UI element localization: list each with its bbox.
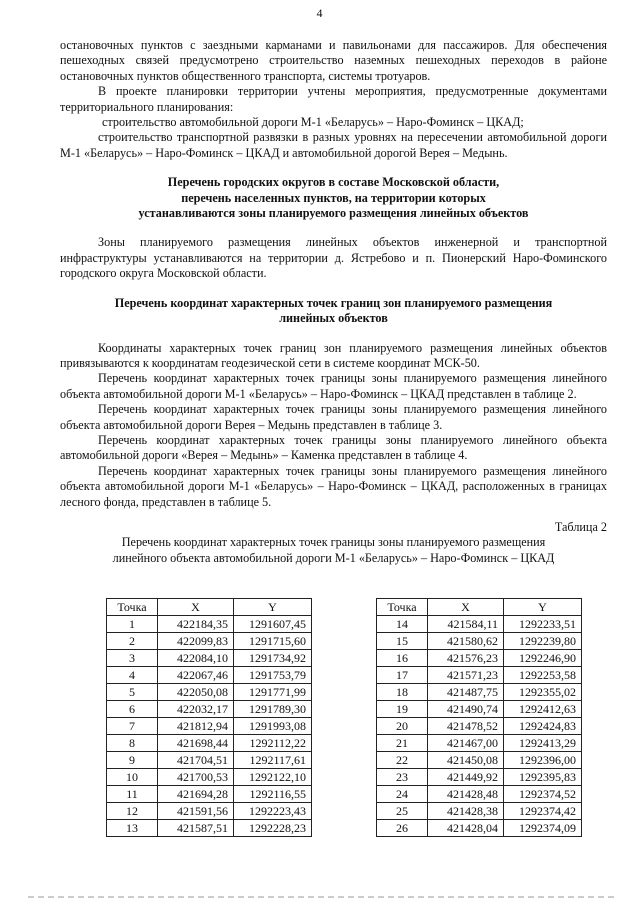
section-heading-line: линейных объектов <box>279 311 388 326</box>
cell-x: 421587,51 <box>158 820 234 837</box>
table-row <box>377 803 582 820</box>
table-caption: Таблица 2 <box>554 519 607 534</box>
section-heading-line: Перечень городских округов в составе Московской области, <box>167 175 500 190</box>
table-header-row <box>107 599 312 616</box>
column-header-x: X <box>428 599 504 616</box>
cell-y: 1291715,60 <box>234 633 312 650</box>
cell-x: 422050,08 <box>158 684 234 701</box>
table-row <box>107 718 312 735</box>
table-row <box>107 769 312 786</box>
table-row <box>377 701 582 718</box>
cell-point: 19 <box>377 701 428 718</box>
list-item: строительство транспортной развязки в разных уровнях на пересечении автомобильной дороги М-1 «Беларусь» – Наро-Фоминск – ЦКАД и автомобильной дорогой Верея – Медынь. <box>60 130 607 160</box>
cell-y: 1292233,51 <box>504 616 582 633</box>
cell-y: 1292424,83 <box>504 718 582 735</box>
cell-x: 421487,75 <box>428 684 504 701</box>
paragraph: Зоны планируемого размещения линейных объектов инженерной и транспортной инфраструктуры устанавливаются на территории д. Ястребово и п. Пионерский Наро-Фоминского городского округа Московской области. <box>60 235 607 281</box>
cell-point: 10 <box>107 769 158 786</box>
cell-x: 422032,17 <box>158 701 234 718</box>
cell-y: 1292395,83 <box>504 769 582 786</box>
cell-x: 421704,51 <box>158 752 234 769</box>
table-row <box>107 701 312 718</box>
cell-y: 1291607,45 <box>234 616 312 633</box>
cell-point: 24 <box>377 786 428 803</box>
cell-y: 1292374,42 <box>504 803 582 820</box>
table-row <box>377 769 582 786</box>
table-title-line: Перечень координат характерных точек границы зоны планируемого размещения <box>121 535 546 550</box>
section-heading-line: перечень населенных пунктов, на территории которых <box>181 190 486 205</box>
cell-point: 12 <box>107 803 158 820</box>
cell-point: 18 <box>377 684 428 701</box>
cell-y: 1292228,23 <box>234 820 312 837</box>
cell-y: 1291789,30 <box>234 701 312 718</box>
cell-x: 422099,83 <box>158 633 234 650</box>
cell-y: 1292117,61 <box>234 752 312 769</box>
paragraph: остановочных пунктов с заездными карманами и павильонами для пассажиров. Для обеспечения пешеходных связей предусмотрено строительство наземных пешеходных переходов в районе остановочных пунктов общественного транспорта, системы тротуаров. <box>60 38 607 83</box>
cell-point: 7 <box>107 718 158 735</box>
cell-point: 2 <box>107 633 158 650</box>
cell-y: 1292355,02 <box>504 684 582 701</box>
table-row <box>377 684 582 701</box>
coordinates-table-right <box>376 598 582 837</box>
cell-y: 1292413,29 <box>504 735 582 752</box>
section-heading-line: Перечень координат характерных точек границ зон планируемого размещения <box>114 295 553 310</box>
cell-y: 1292412,63 <box>504 701 582 718</box>
column-header-y: Y <box>504 599 582 616</box>
cell-x: 421450,08 <box>428 752 504 769</box>
cell-point: 3 <box>107 650 158 667</box>
table-row <box>107 633 312 650</box>
table-row <box>377 786 582 803</box>
list-item: строительство автомобильной дороги М-1 «Беларусь» – Наро-Фоминск – ЦКАД; <box>102 115 524 130</box>
cell-point: 15 <box>377 633 428 650</box>
cell-x: 421576,23 <box>428 650 504 667</box>
table-row <box>107 667 312 684</box>
cell-y: 1292396,00 <box>504 752 582 769</box>
cell-y: 1291734,92 <box>234 650 312 667</box>
cell-point: 13 <box>107 820 158 837</box>
column-header-point: Точка <box>377 599 428 616</box>
cell-x: 422184,35 <box>158 616 234 633</box>
cell-x: 421584,11 <box>428 616 504 633</box>
coordinates-table-left <box>106 598 312 837</box>
cell-point: 1 <box>107 616 158 633</box>
column-header-x: X <box>158 599 234 616</box>
table-row <box>377 752 582 769</box>
cell-y: 1292112,22 <box>234 735 312 752</box>
cell-y: 1292116,55 <box>234 786 312 803</box>
cell-y: 1292374,09 <box>504 820 582 837</box>
cell-y: 1292239,80 <box>504 633 582 650</box>
table-row <box>377 650 582 667</box>
section-heading-line: устанавливаются зоны планируемого размещения линейных объектов <box>138 206 529 221</box>
cell-x: 421571,23 <box>428 667 504 684</box>
table-row <box>377 633 582 650</box>
paragraph: Перечень координат характерных точек границы зоны планируемого размещения линейного объекта автомобильной дороги Верея – Медынь представлен в таблице 3. <box>60 402 607 432</box>
paragraph: Перечень координат характерных точек границы зоны планируемого размещения линейного объекта автомобильной дороги М-1 «Беларусь» – Наро-Фоминск – ЦКАД представлен в таблице 2. <box>60 371 607 401</box>
table-row <box>107 684 312 701</box>
cell-point: 14 <box>377 616 428 633</box>
cell-y: 1292253,58 <box>504 667 582 684</box>
paragraph: В проекте планировки территории учтены мероприятия, предусмотренные документами территориального планирования: <box>60 84 607 114</box>
table-row <box>107 803 312 820</box>
cell-x: 421478,52 <box>428 718 504 735</box>
table-row <box>377 718 582 735</box>
paragraph: Координаты характерных точек границ зон планируемого размещения линейных объектов привязываются к координатам геодезической сети в системе координат МСК-50. <box>60 340 607 370</box>
cell-point: 22 <box>377 752 428 769</box>
page-number: 4 <box>316 6 323 20</box>
cell-x: 421428,04 <box>428 820 504 837</box>
cell-x: 421694,28 <box>158 786 234 803</box>
table-title-line: линейного объекта автомобильной дороги М-1 «Беларусь» – Наро-Фоминск – ЦКАД <box>112 550 555 565</box>
cell-x: 421591,56 <box>158 803 234 820</box>
cell-y: 1292374,52 <box>504 786 582 803</box>
cell-point: 25 <box>377 803 428 820</box>
cell-x: 421490,74 <box>428 701 504 718</box>
table-row <box>377 667 582 684</box>
cell-y: 1291993,08 <box>234 718 312 735</box>
table-header-row <box>377 599 582 616</box>
cell-point: 8 <box>107 735 158 752</box>
cell-point: 5 <box>107 684 158 701</box>
cell-x: 421428,38 <box>428 803 504 820</box>
column-header-point: Точка <box>107 599 158 616</box>
cell-x: 421700,53 <box>158 769 234 786</box>
table-row <box>107 650 312 667</box>
cell-x: 422084,10 <box>158 650 234 667</box>
cell-x: 422067,46 <box>158 667 234 684</box>
cell-x: 421812,94 <box>158 718 234 735</box>
cell-point: 26 <box>377 820 428 837</box>
table-row <box>377 735 582 752</box>
column-header-y: Y <box>234 599 312 616</box>
cell-y: 1292223,43 <box>234 803 312 820</box>
cell-y: 1291753,79 <box>234 667 312 684</box>
cell-point: 16 <box>377 650 428 667</box>
cell-y: 1292122,10 <box>234 769 312 786</box>
cell-point: 4 <box>107 667 158 684</box>
table-row <box>107 752 312 769</box>
cell-x: 421580,62 <box>428 633 504 650</box>
cell-point: 23 <box>377 769 428 786</box>
table-row <box>377 616 582 633</box>
scan-edge-artifact <box>28 896 618 898</box>
paragraph: Перечень координат характерных точек границы зоны планируемого линейного объекта автомобильной дороги «Верея – Медынь» – Каменка представлен в таблице 4. <box>60 432 607 463</box>
cell-point: 20 <box>377 718 428 735</box>
cell-point: 21 <box>377 735 428 752</box>
cell-x: 421467,00 <box>428 735 504 752</box>
table-row <box>107 616 312 633</box>
table-row <box>107 820 312 837</box>
table-row <box>107 786 312 803</box>
paragraph: Перечень координат характерных точек границы зоны планируемого размещения линейного объекта автомобильной дороги М-1 «Беларусь» – Наро-Фоминск – ЦКАД, расположенных в границах лесного фонда, представлен в таблице 5. <box>60 463 607 509</box>
document-body <box>60 38 607 566</box>
cell-y: 1291771,99 <box>234 684 312 701</box>
cell-y: 1292246,90 <box>504 650 582 667</box>
table-row <box>107 735 312 752</box>
table-row <box>377 820 582 837</box>
cell-point: 11 <box>107 786 158 803</box>
cell-x: 421698,44 <box>158 735 234 752</box>
cell-point: 17 <box>377 667 428 684</box>
cell-x: 421428,48 <box>428 786 504 803</box>
cell-x: 421449,92 <box>428 769 504 786</box>
cell-point: 9 <box>107 752 158 769</box>
cell-point: 6 <box>107 701 158 718</box>
